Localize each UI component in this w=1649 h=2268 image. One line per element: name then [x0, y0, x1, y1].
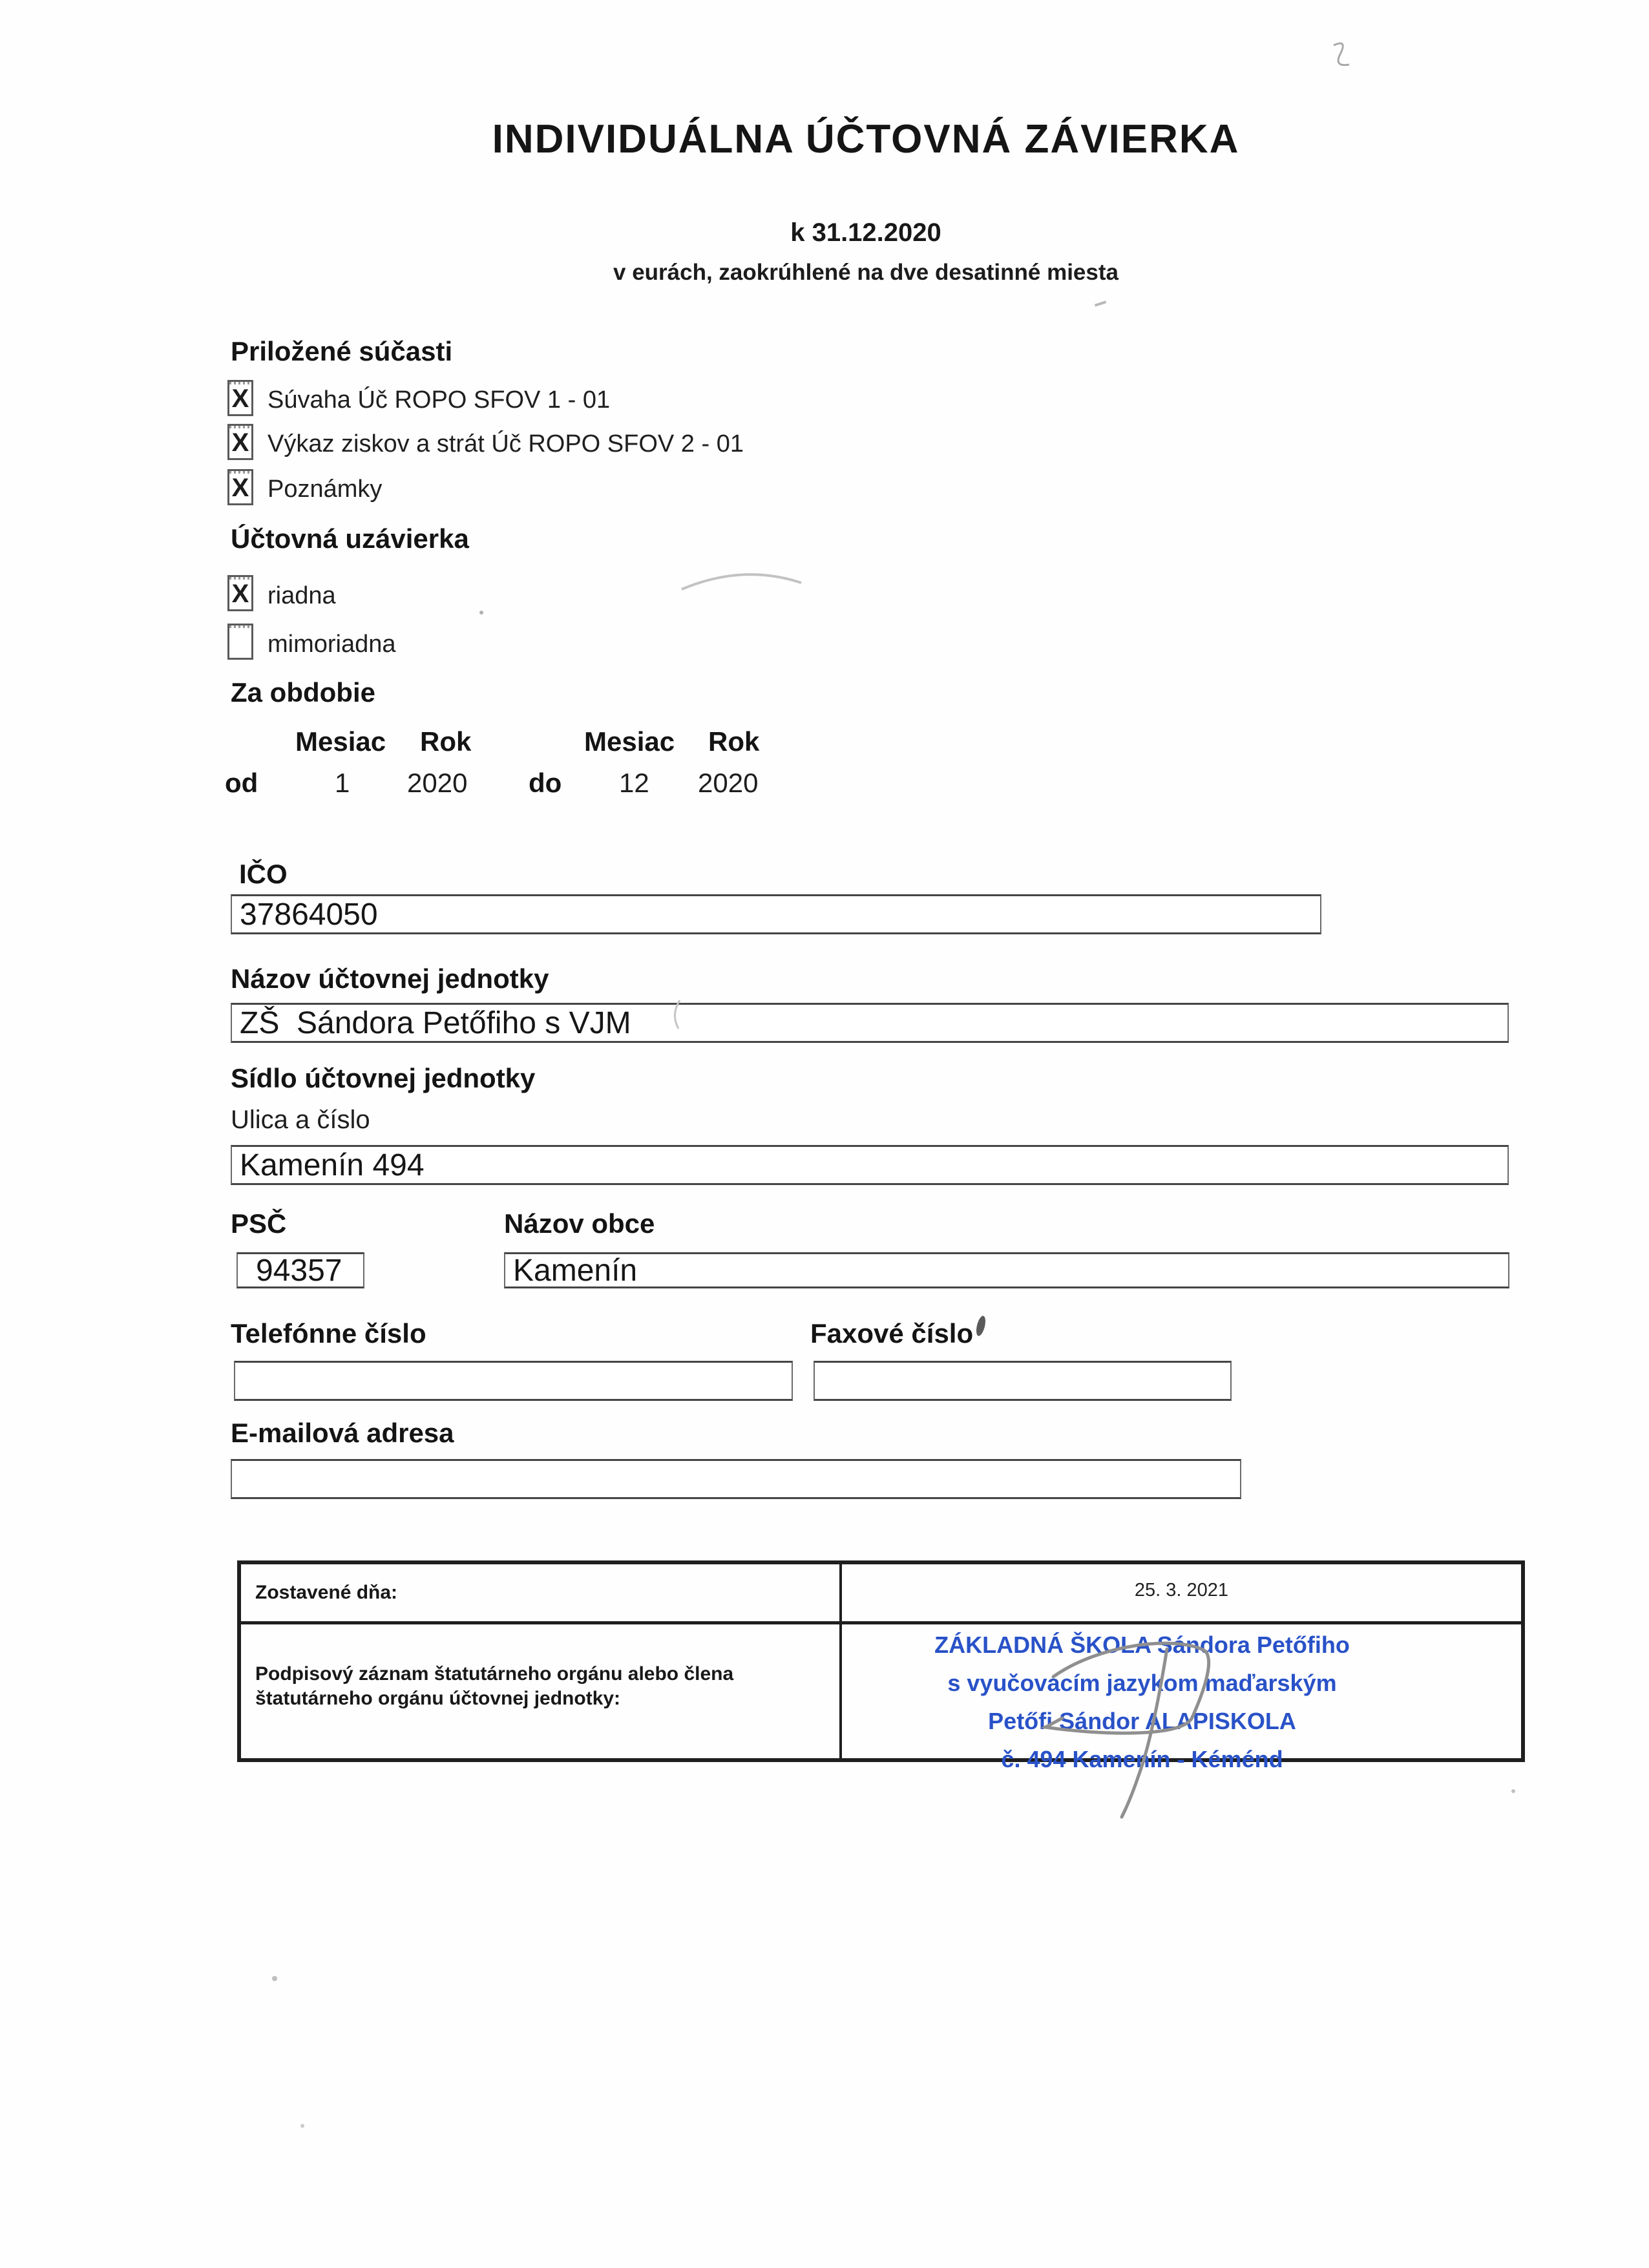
psc-value: 94357: [256, 1253, 342, 1288]
checkbox-riadna: [227, 575, 253, 611]
stamp-line-2: s vyučovacím jazykom maďarským: [947, 1670, 1337, 1696]
attachments-heading: Priložené súčasti: [231, 336, 453, 366]
year-header-to: Rok: [708, 726, 760, 757]
email-label: E-mailová adresa: [231, 1418, 454, 1448]
checkbox-label-poznamky: Poznámky: [268, 476, 383, 503]
checkbox-mark: X: [231, 474, 249, 502]
town-value: Kamenín: [513, 1253, 638, 1288]
entity-name-value: ZŠ Sándora Petőfiho s VJM: [240, 1005, 631, 1040]
school-stamp: [901, 1626, 1383, 1778]
signatory-label: [255, 1662, 733, 1711]
psc-field: [236, 1252, 364, 1288]
street-value: Kamenín 494: [240, 1148, 425, 1182]
ico-value: 37864050: [240, 897, 378, 932]
page-title: INDIVIDUÁLNA ÚČTOVNÁ ZÁVIERKA: [492, 117, 1240, 162]
phone-field: [234, 1361, 793, 1401]
period-from-month: 1: [335, 768, 350, 798]
town-field: [504, 1252, 1509, 1288]
checkbox-label-vykaz: Výkaz ziskov a strát Úč ROPO SFOV 2 - 01: [268, 430, 744, 457]
stamp-line-3: Petőfi Sándor ALAPISKOLA: [988, 1708, 1296, 1734]
street-label: Ulica a číslo: [231, 1106, 370, 1134]
ico-label: IČO: [239, 859, 288, 889]
table-row-divider: [241, 1621, 1521, 1624]
stamp-line-1: ZÁKLADNÁ ŠKOLA Sándora Petőfiho: [934, 1632, 1350, 1658]
period-to-month: 12: [619, 768, 649, 798]
stamp-line-4: č. 494 Kamenín - Kéménd: [1001, 1746, 1283, 1772]
period-to-year: 2020: [698, 768, 759, 798]
street-field: [231, 1145, 1509, 1185]
signatory-label-line1: Podpisový záznam štatutárneho orgánu alebo člena: [255, 1663, 734, 1685]
signatory-label-line2: štatutárneho orgánu účtovnej jednotky:: [255, 1688, 621, 1709]
checkbox-mark: X: [231, 384, 249, 413]
entity-name-label: Názov účtovnej jednotky: [231, 963, 549, 994]
report-date: k 31.12.2020: [790, 218, 941, 247]
phone-label: Telefónne číslo: [231, 1318, 426, 1349]
checkbox-suvaha: [227, 380, 253, 416]
period-from-label: od: [225, 768, 258, 798]
checkbox-poznamky: [227, 469, 253, 505]
ico-field: [231, 894, 1321, 934]
fax-field: [814, 1361, 1232, 1401]
year-header-from: Rok: [420, 726, 472, 757]
period-to-label: do: [529, 768, 562, 798]
town-label: Názov obce: [504, 1208, 655, 1239]
period-from-year: 2020: [407, 768, 468, 798]
fax-label: Faxové číslo: [810, 1318, 974, 1349]
checkbox-mark: X: [231, 428, 249, 457]
month-header-from: Mesiac: [295, 726, 386, 757]
email-field: [231, 1459, 1241, 1499]
checkbox-label-mimoriadna: mimoriadna: [268, 631, 396, 658]
checkbox-vykaz: [227, 424, 253, 460]
month-header-to: Mesiac: [584, 726, 675, 757]
compiled-on-date: 25. 3. 2021: [1134, 1580, 1229, 1601]
entity-name-field: [231, 1003, 1509, 1043]
period-heading: Za obdobie: [231, 677, 375, 708]
closing-heading: Účtovná uzávierka: [231, 523, 469, 554]
checkbox-label-suvaha: Súvaha Úč ROPO SFOV 1 - 01: [268, 386, 611, 414]
compiled-on-label: Zostavené dňa:: [255, 1582, 398, 1603]
checkbox-label-riadna: riadna: [268, 582, 336, 609]
psc-label: PSČ: [231, 1208, 287, 1239]
rounding-note: v eurách, zaokrúhlené na dve desatinné miesta: [613, 260, 1119, 285]
checkbox-mimoriadna: [227, 624, 253, 660]
address-heading: Sídlo účtovnej jednotky: [231, 1063, 536, 1093]
checkbox-mark: X: [231, 580, 249, 608]
